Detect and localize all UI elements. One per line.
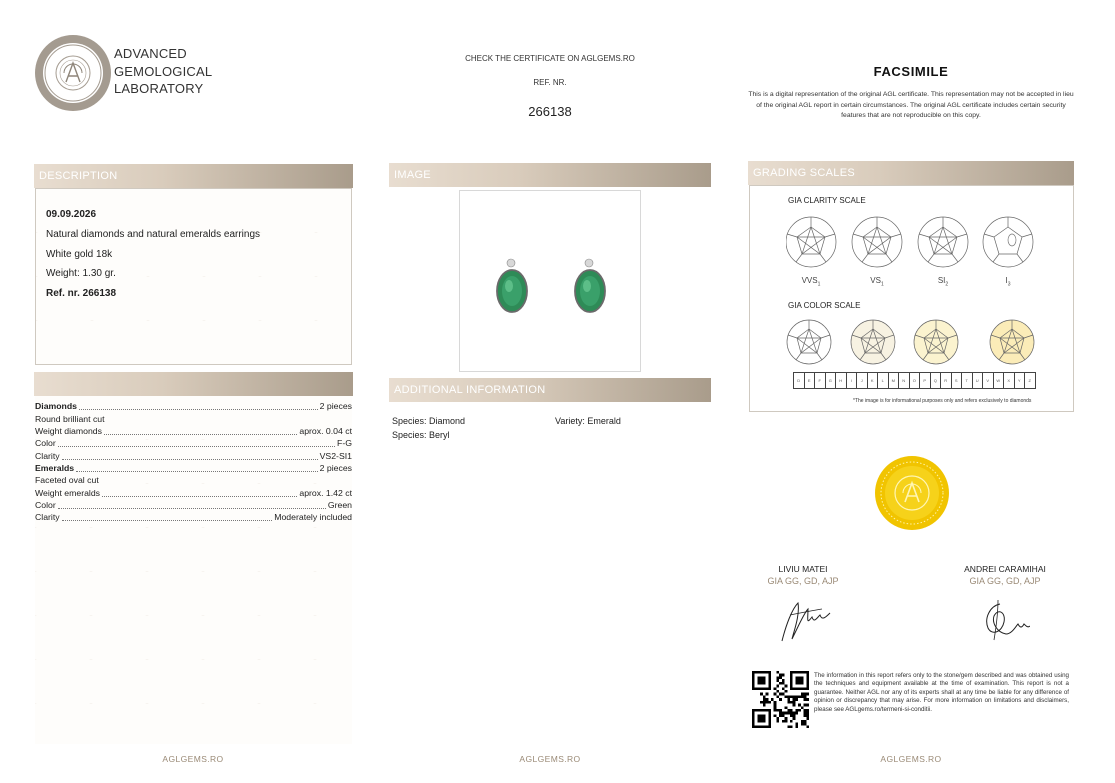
ref-label: REF. NR. — [533, 78, 567, 87]
specs-header — [34, 372, 353, 396]
spec-row — [35, 462, 352, 474]
specs-list — [35, 400, 352, 523]
color-scale-title: GIA COLOR SCALE — [788, 301, 861, 310]
spec-value: aprox. 1.42 ct — [299, 487, 352, 498]
spec-row — [35, 511, 352, 523]
spec-dots — [62, 520, 273, 521]
ref-number: 266138 — [528, 104, 572, 119]
spec-label: Emeralds — [35, 463, 75, 474]
spec-dots — [58, 446, 335, 447]
spec-row — [35, 412, 352, 424]
signatory-2-name: ANDREI CARAMIHAI — [964, 564, 1046, 574]
clarity-diamond-si2 — [918, 217, 968, 267]
spec-label: Clarity — [35, 512, 60, 523]
earring-right — [575, 259, 605, 312]
metal-description: White gold 18k — [46, 248, 113, 260]
footer-link-right[interactable]: AGLGEMS.RO — [880, 754, 942, 764]
spec-label: Color — [35, 438, 56, 449]
color-grade-cell: J — [856, 373, 867, 388]
disclaimer-text: The information in this report refers only to the stone/gem described and was obtained using the techniques and equipment available at the time of examination. This report is not a guarantee. Neither AGL nor any of its experts shall at any time be liable for any difference of opinion or discrepancy that may arise. For more information on limitations and disclaimers, please see AGLgems.ro/termeni-si-conditii. — [814, 672, 1069, 713]
facsimile-text: This is a digital representation of the original AGL certificate. This representation may not be accepted in lieu of the original AGL report in certain circumstances. The original AGL certificate includes certain security features that are not reproducible on this copy. — [748, 91, 1074, 120]
color-grade-cell: O — [909, 373, 920, 388]
spec-row — [35, 474, 352, 486]
image-header: IMAGE — [389, 163, 711, 187]
spec-dots — [79, 409, 318, 410]
clarity-label-vvs1: $VVS_1$ — [801, 276, 821, 288]
color-grade-cell: G — [825, 373, 836, 388]
color-grade-cell: H — [835, 373, 846, 388]
brand-line-1: ADVANCED — [114, 46, 187, 61]
color-grade-cell: K — [867, 373, 878, 388]
signatory-1-credentials: GIA GG, GD, AJP — [767, 576, 839, 586]
spec-label: Color — [35, 500, 56, 511]
item-description: Natural diamonds and natural emeralds earrings — [46, 228, 261, 240]
color-diamond-1 — [787, 320, 831, 364]
additional-info-header: ADDITIONAL INFORMATION — [389, 378, 711, 402]
certificate-date: 09.09.2026 — [46, 209, 97, 220]
clarity-diamond-vs1 — [852, 217, 902, 267]
item-weight: Weight: 1.30 gr. — [46, 268, 116, 280]
signature-1-image — [776, 595, 836, 645]
signature-2-image — [978, 598, 1030, 642]
color-diamond-4 — [990, 320, 1034, 364]
color-grade-cell: P — [919, 373, 930, 388]
qr-code[interactable] — [752, 671, 809, 728]
spec-row — [35, 425, 352, 437]
facsimile-title: FACSIMILE — [873, 64, 949, 79]
spec-dots — [58, 508, 326, 509]
color-grade-cell: N — [898, 373, 909, 388]
footer-link-center[interactable]: AGLGEMS.RO — [519, 754, 581, 764]
color-grade-cell: I — [846, 373, 857, 388]
item-ref: Ref. nr. 266138 — [46, 288, 117, 300]
footer-link-left[interactable]: AGLGEMS.RO — [162, 754, 224, 764]
color-grade-cell: T — [961, 373, 972, 388]
color-grade-ruler — [793, 372, 1036, 389]
color-grade-cell: Q — [930, 373, 941, 388]
clarity-diamond-i3 — [983, 217, 1033, 267]
spec-label: Faceted oval cut — [35, 475, 99, 486]
clarity-diamonds — [786, 214, 1066, 274]
brand-line-3: LABORATORY — [114, 81, 204, 96]
description-body — [46, 205, 260, 304]
clarity-diamond-vvs1 — [786, 217, 836, 267]
spec-row — [35, 400, 352, 412]
color-grade-cell: R — [940, 373, 951, 388]
color-grade-cell: D — [793, 373, 804, 388]
color-grade-cell: M — [888, 373, 899, 388]
check-certificate-text: CHECK THE CERTIFICATE ON AGLGEMS.RO — [465, 54, 635, 63]
agl-seal-icon — [34, 34, 112, 112]
color-grade-cell: Z — [1024, 373, 1035, 388]
spec-value: aprox. 0.04 ct — [299, 426, 352, 437]
spec-value: Green — [327, 500, 352, 511]
color-grade-cell: W — [993, 373, 1004, 388]
spec-dots — [76, 471, 318, 472]
spec-value: Moderately included — [274, 512, 352, 523]
spec-row — [35, 499, 352, 511]
spec-row — [35, 437, 352, 449]
color-grade-cell: V — [982, 373, 993, 388]
earring-image — [459, 190, 641, 372]
color-diamond-2 — [851, 320, 895, 364]
spec-label: Weight emeralds — [35, 487, 101, 498]
spec-dots — [62, 459, 318, 460]
signatory-2-credentials: GIA GG, GD, AJP — [969, 576, 1041, 586]
clarity-label-si2: $SI_2$ — [937, 276, 949, 288]
spec-row — [35, 486, 352, 498]
spec-label: Clarity — [35, 450, 60, 461]
color-grade-cell: Y — [1014, 373, 1025, 388]
color-grade-cell: U — [972, 373, 983, 388]
description-header: DESCRIPTION — [34, 164, 353, 188]
color-diamonds — [786, 318, 1066, 368]
spec-value: 2 pieces — [319, 401, 352, 412]
clarity-scale-title: GIA CLARITY SCALE — [788, 196, 866, 205]
spec-label: Weight diamonds — [35, 426, 102, 437]
gold-seal-icon — [873, 454, 951, 532]
clarity-label-i3: $I_3$ — [1005, 276, 1011, 288]
spec-label: Round brilliant cut — [35, 413, 105, 424]
color-grade-cell: E — [804, 373, 815, 388]
signatory-1-name: LIVIU MATEI — [778, 564, 828, 574]
brand-line-2: GEMOLOGICAL — [114, 63, 213, 79]
spec-value: VS2-SI1 — [319, 450, 352, 461]
color-grade-cell: S — [951, 373, 962, 388]
species-diamond: Species: Diamond — [392, 416, 466, 426]
color-grade-cell: F — [814, 373, 825, 388]
spec-dots — [104, 434, 297, 435]
color-diamond-3 — [914, 320, 958, 364]
grading-note: *The image is for informational purposes only and refers exclusively to diamonds — [853, 398, 1032, 404]
variety-emerald: Variety: Emerald — [555, 416, 621, 426]
clarity-label-vs1: $VS_1$ — [870, 276, 884, 288]
earring-left — [497, 259, 527, 312]
grading-header: GRADING SCALES — [748, 161, 1074, 185]
color-grade-cell: X — [1003, 373, 1014, 388]
spec-value: 2 pieces — [319, 463, 352, 474]
color-grade-cell: L — [877, 373, 888, 388]
spec-row — [35, 449, 352, 461]
brand-name — [114, 45, 212, 98]
spec-dots — [102, 496, 297, 497]
spec-value: F-G — [337, 438, 352, 449]
species-beryl: Species: Beryl — [392, 430, 450, 440]
spec-label: Diamonds — [35, 401, 77, 412]
